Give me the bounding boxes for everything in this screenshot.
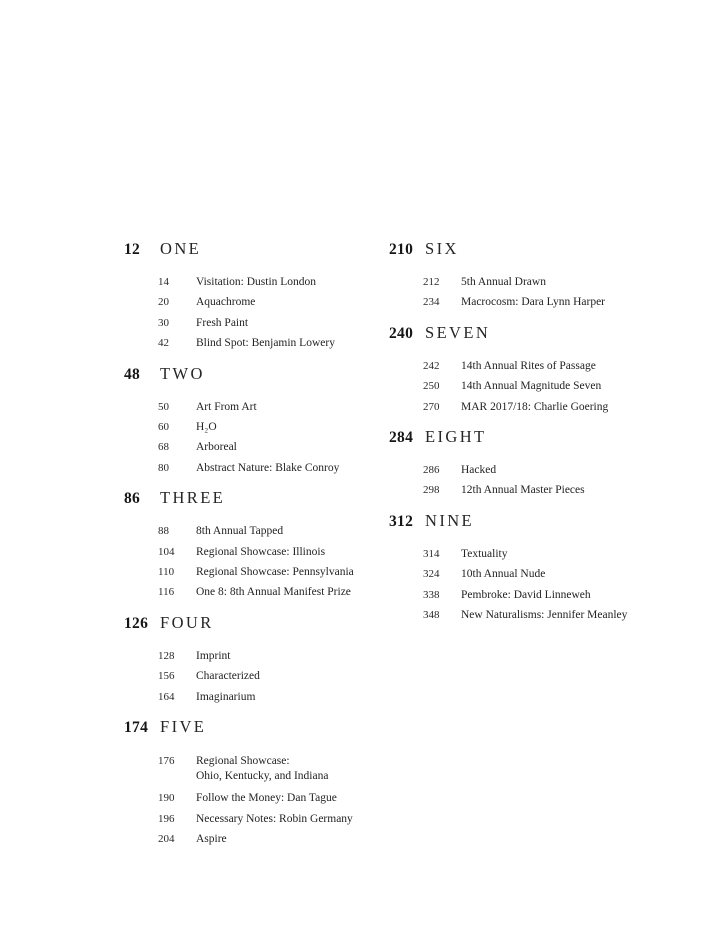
entry-title: 5th Annual Drawn xyxy=(461,276,546,288)
section-header xyxy=(124,364,392,384)
section-header xyxy=(124,239,392,259)
toc-entry xyxy=(124,333,392,353)
entry-title: Follow the Money: Dan Tague xyxy=(196,792,337,805)
section-page-number: 86 xyxy=(124,490,141,508)
entry-page-number: 30 xyxy=(158,316,169,329)
toc-entry xyxy=(389,292,689,312)
toc-entry xyxy=(124,458,392,478)
toc-entry xyxy=(389,376,689,396)
toc-entry xyxy=(124,829,392,849)
section-title: SIX xyxy=(425,239,459,258)
entry-title: Arboreal xyxy=(196,441,237,454)
entry-title: Imprint xyxy=(196,649,231,662)
section-header xyxy=(389,511,689,531)
section-entries xyxy=(124,397,392,479)
entry-page-number: 164 xyxy=(158,690,175,703)
entry-page-number: 110 xyxy=(158,566,175,579)
section-page-number: 48 xyxy=(124,365,141,383)
section-page-number: 312 xyxy=(389,512,414,530)
entry-page-number: 204 xyxy=(158,832,175,845)
toc-section-six xyxy=(389,239,689,313)
toc-entry xyxy=(389,605,689,625)
section-page-number: 210 xyxy=(389,241,414,258)
entry-page-number: 176 xyxy=(158,755,175,768)
entry-page-number: 14 xyxy=(158,276,169,288)
entry-page-number: 68 xyxy=(158,441,169,454)
entry-title: One 8: 8th Annual Manifest Prize xyxy=(196,586,351,599)
entry-title: 8th Annual Tapped xyxy=(196,525,284,538)
entry-title: 14th Annual Rites of Passage xyxy=(461,359,596,372)
entry-page-number: 324 xyxy=(423,568,440,581)
section-title: SEVEN xyxy=(425,322,491,342)
entry-title: 10th Annual Nude xyxy=(461,568,546,581)
toc-entry xyxy=(389,460,689,480)
toc-entry xyxy=(124,646,392,666)
entry-page-number: 242 xyxy=(423,359,440,372)
entry-page-number: 298 xyxy=(423,484,440,497)
entry-title: MAR 2017/18: Charlie Goering xyxy=(461,400,609,413)
entry-page-number: 234 xyxy=(423,296,440,309)
entry-page-number: 212 xyxy=(423,276,440,288)
entry-page-number: 348 xyxy=(423,609,440,622)
toc-section-eight xyxy=(389,427,689,501)
section-title: NINE xyxy=(425,510,475,530)
section-entries xyxy=(389,356,689,417)
entry-page-number: 250 xyxy=(423,380,440,393)
section-header xyxy=(124,717,392,737)
entry-page-number: 270 xyxy=(423,400,440,413)
section-header xyxy=(389,427,689,447)
entry-page-number: 338 xyxy=(423,588,440,601)
entry-page-number: 88 xyxy=(158,525,169,538)
toc-entry xyxy=(124,809,392,829)
entry-page-number: 156 xyxy=(158,670,175,683)
toc-entry xyxy=(124,582,392,602)
toc-entry xyxy=(124,313,392,333)
section-entries xyxy=(124,750,392,849)
section-entries xyxy=(124,521,392,603)
entry-title: Visitation: Dustin London xyxy=(196,276,317,288)
toc-entry xyxy=(124,272,392,292)
section-page-number: 126 xyxy=(124,614,149,632)
toc-section-five xyxy=(124,717,392,849)
section-entries xyxy=(124,646,392,707)
entry-page-number: 50 xyxy=(158,400,169,413)
entry-title: Fresh Paint xyxy=(196,316,249,329)
entry-title: Regional Showcase: Illinois xyxy=(196,545,326,558)
entry-page-number: 104 xyxy=(158,545,175,558)
toc-entry xyxy=(124,521,392,541)
entry-title: 12th Annual Master Pieces xyxy=(461,484,585,497)
entry-page-number: 20 xyxy=(158,296,169,309)
entry-page-number: 128 xyxy=(158,649,175,662)
entry-page-number: 60 xyxy=(158,421,169,434)
section-page-number: 174 xyxy=(124,719,149,737)
toc-entry xyxy=(389,356,689,376)
toc-column-left xyxy=(124,239,392,849)
entry-title: Abstract Nature: Blake Conroy xyxy=(196,461,340,474)
toc-entry xyxy=(124,437,392,457)
section-entries xyxy=(124,272,392,354)
toc-section-two xyxy=(124,364,392,479)
toc-entry xyxy=(124,750,392,788)
entry-title: Aspire xyxy=(196,832,227,845)
entry-title: Blind Spot: Benjamin Lowery xyxy=(196,337,335,350)
entry-title: 14th Annual Magnitude Seven xyxy=(461,380,602,393)
toc-entry xyxy=(124,562,392,582)
toc-entry xyxy=(124,542,392,562)
section-title: FOUR xyxy=(160,612,214,632)
entry-title: Art From Art xyxy=(196,400,257,413)
entry-title: Pembroke: David Linneweh xyxy=(461,588,591,601)
toc-entry xyxy=(389,480,689,500)
entry-title: Regional Showcase: Pennsylvania xyxy=(196,566,354,579)
toc-entry xyxy=(389,585,689,605)
toc-entry xyxy=(389,397,689,417)
entry-page-number: 286 xyxy=(423,464,440,477)
entry-title-line2: Ohio, Kentucky, and Indiana xyxy=(196,769,329,782)
toc-entry xyxy=(389,272,689,292)
toc-section-four xyxy=(124,613,392,707)
entry-title: Necessary Notes: Robin Germany xyxy=(196,812,353,825)
entry-page-number: 116 xyxy=(158,586,175,599)
toc-entry xyxy=(124,666,392,686)
entry-title: Imaginarium xyxy=(196,690,256,703)
entry-title xyxy=(196,754,328,783)
entry-page-number: 196 xyxy=(158,812,175,825)
toc-section-seven xyxy=(389,323,689,417)
toc-entry xyxy=(389,544,689,564)
toc-entry xyxy=(124,417,392,437)
entry-title: Aquachrome xyxy=(196,296,256,309)
section-title: THREE xyxy=(160,488,226,508)
toc-section-three xyxy=(124,488,392,603)
entry-title: Hacked xyxy=(461,464,497,477)
entry-title: Textuality xyxy=(461,547,508,560)
section-entries xyxy=(389,544,689,626)
toc-entry xyxy=(124,788,392,808)
section-header xyxy=(124,488,392,508)
toc-section-nine xyxy=(389,511,689,626)
entry-page-number: 42 xyxy=(158,337,169,350)
section-title: ONE xyxy=(160,239,202,258)
toc-entry xyxy=(124,292,392,312)
toc-entry xyxy=(124,687,392,707)
toc-column-right xyxy=(389,239,689,625)
entry-title: Macrocosm: Dara Lynn Harper xyxy=(461,296,606,309)
section-page-number: 284 xyxy=(389,429,414,447)
entry-page-number: 80 xyxy=(158,461,169,474)
toc-entry xyxy=(124,397,392,417)
entry-title-line1: Regional Showcase: xyxy=(196,755,290,768)
entry-title: H₂O xyxy=(196,421,217,434)
entry-page-number: 190 xyxy=(158,792,175,805)
section-entries xyxy=(389,460,689,501)
section-title: EIGHT xyxy=(425,427,487,447)
section-title: FIVE xyxy=(160,717,207,737)
section-header xyxy=(389,323,689,343)
section-page-number: 240 xyxy=(389,324,414,342)
section-entries xyxy=(389,272,689,313)
section-header xyxy=(389,239,689,259)
entry-title: Characterized xyxy=(196,670,260,683)
toc-entry xyxy=(389,564,689,584)
section-title: TWO xyxy=(160,363,205,383)
section-header xyxy=(124,613,392,633)
toc-section-one xyxy=(124,239,392,354)
entry-title: New Naturalisms: Jennifer Meanley xyxy=(461,609,628,622)
entry-page-number: 314 xyxy=(423,547,440,560)
section-page-number: 12 xyxy=(124,241,141,258)
